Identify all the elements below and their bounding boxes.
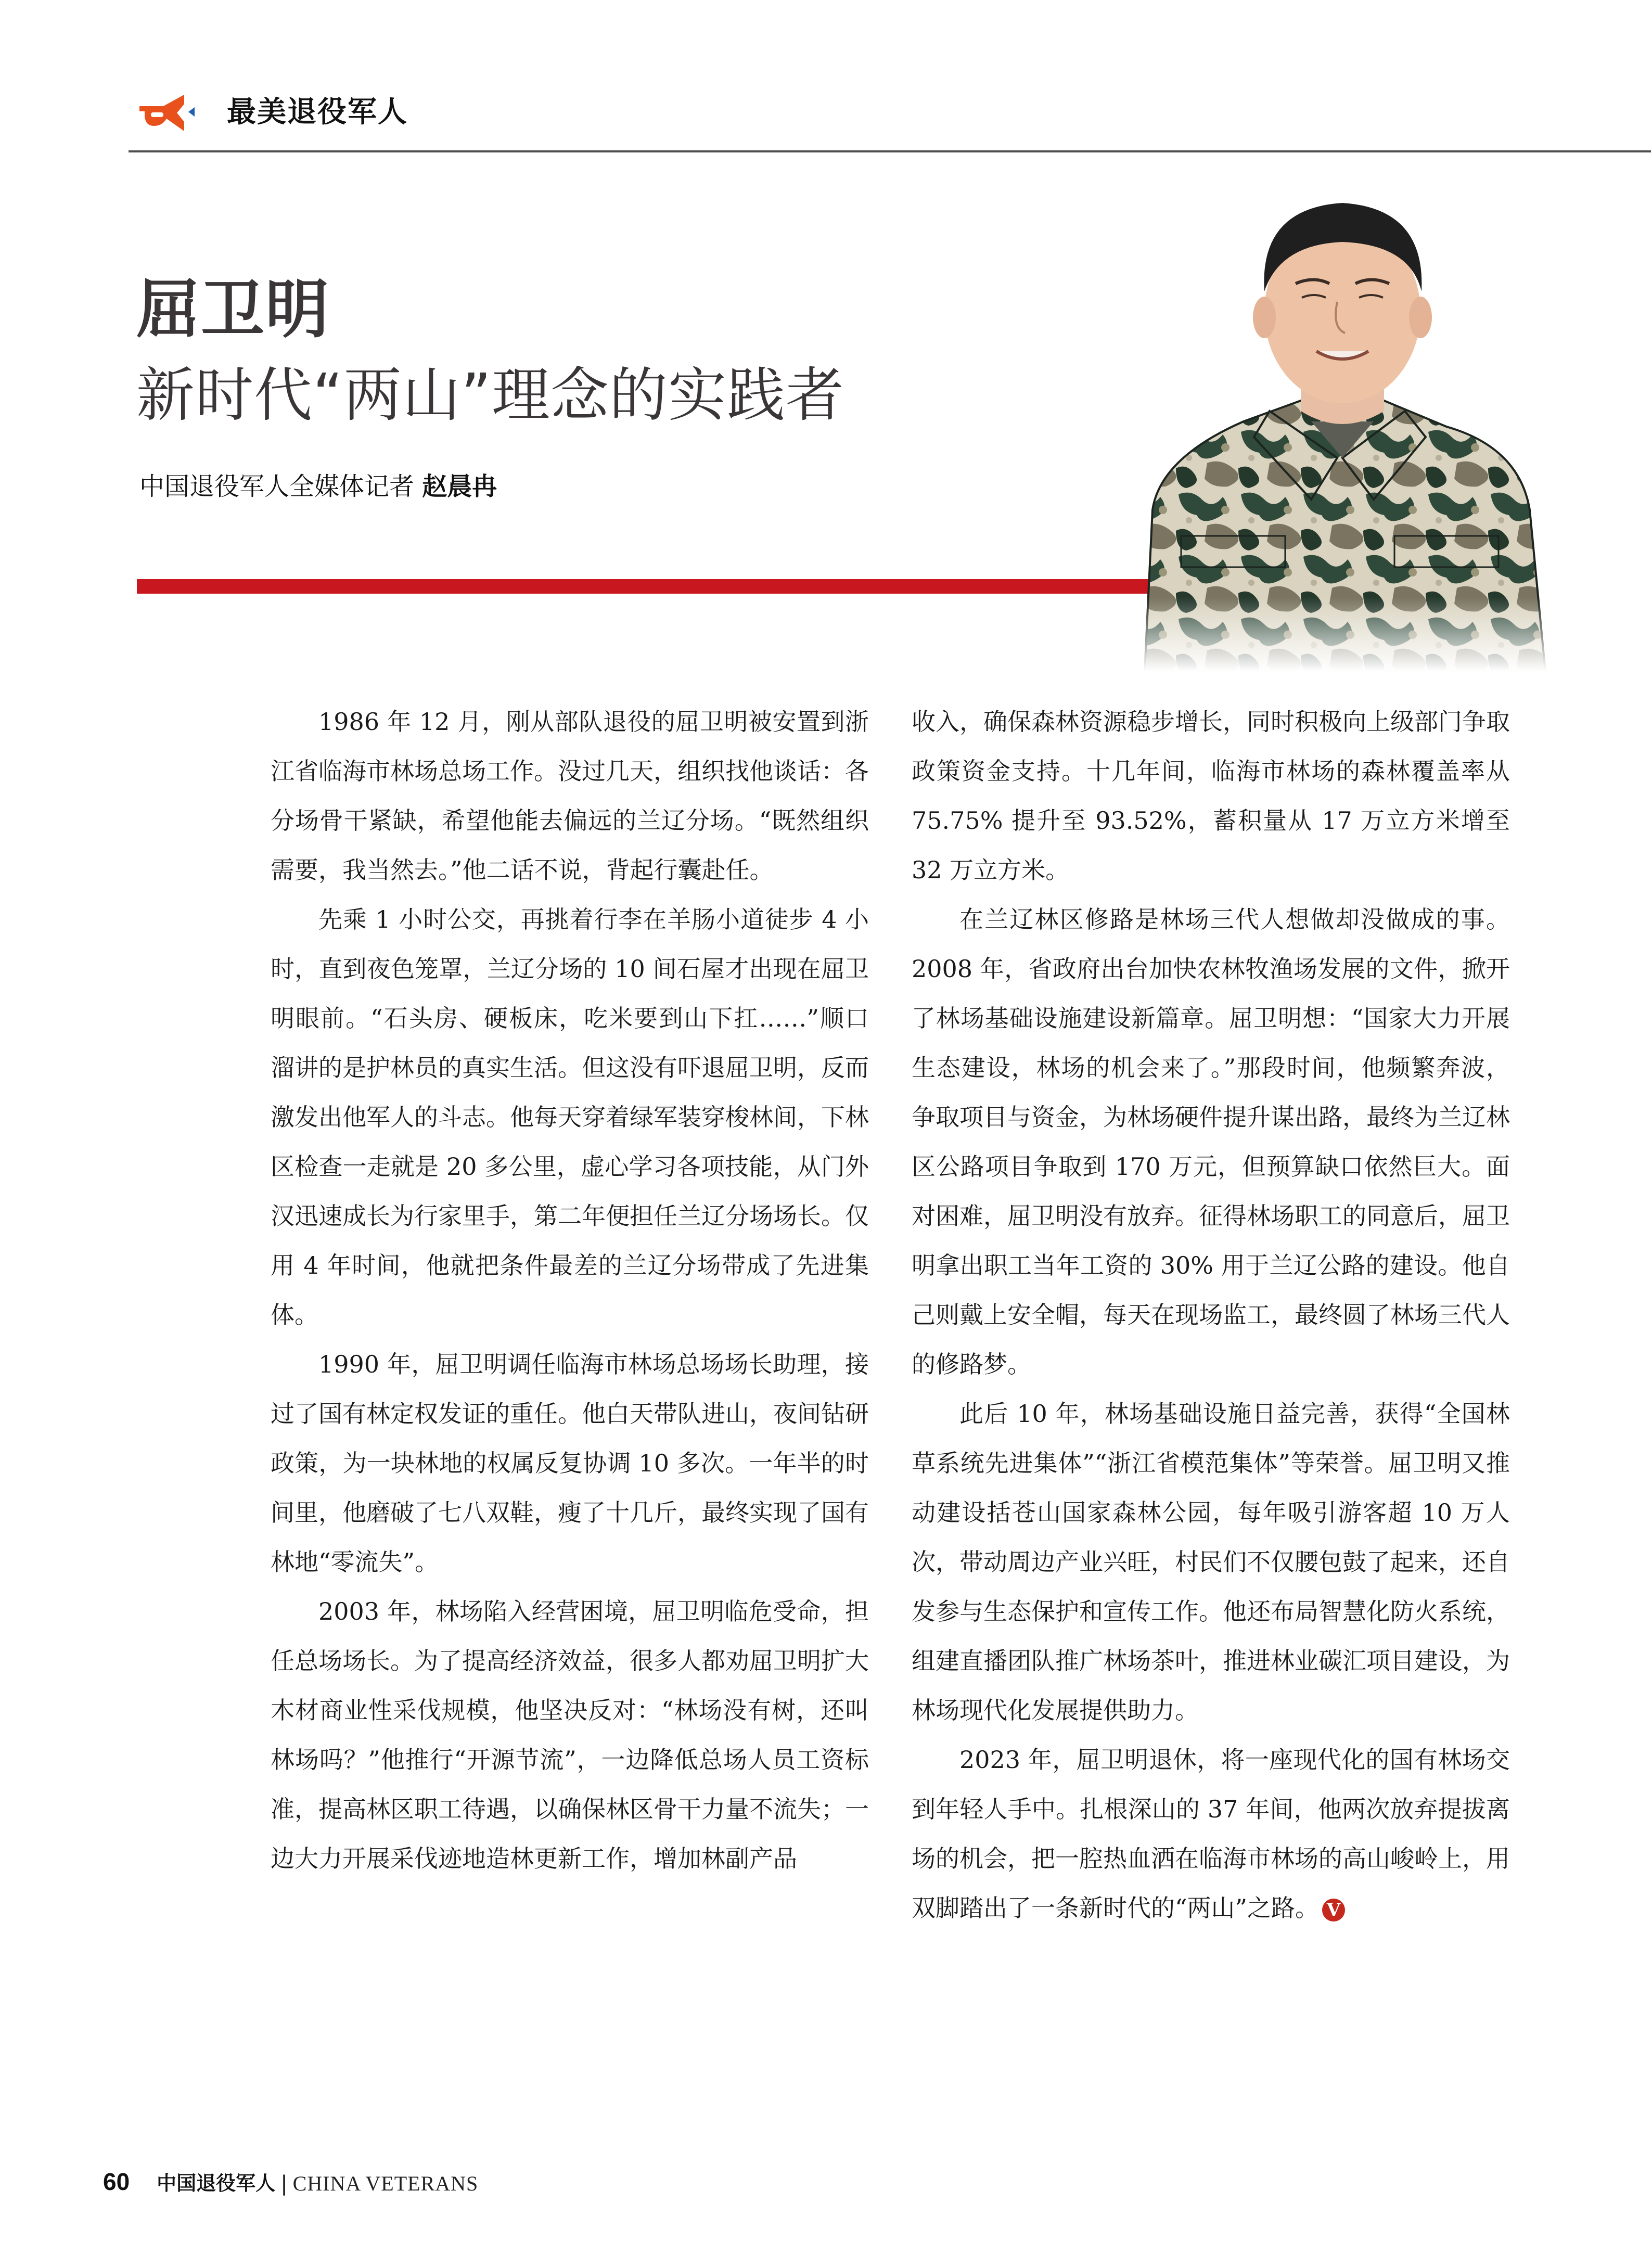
byline bbox=[139, 468, 497, 505]
paragraph: 在兰辽林区修路是林场三代人想做却没做成的事。2008 年，省政府出台加快农林牧渔场发展的文件，掀开了林场基础设施建设新篇章。屈卫明想：“国家大力开展生态建设，林场的机会来了。”那段时间，他频繁奔波，争取项目与资金，为林场硬件提升谋出路，最终为兰辽林区公路项目争取到 170 万元，但预算缺口依然巨大。面对困难，屈卫明没有放弃。征得林场职工的同意后，屈卫明拿出职工当年工资的 30% 用于兰辽公路的建设。他自己则戴上安全帽，每天在现场监工，最终圆了林场三代人的修路梦。 bbox=[912, 905, 1510, 1378]
byline-prefix: 中国退役军人全媒体记者 bbox=[139, 472, 415, 501]
title-accent-bar bbox=[137, 579, 1149, 594]
footer-separator: | bbox=[280, 2172, 288, 2196]
article-subtitle: 新时代“两山”理念的实践者 bbox=[136, 362, 845, 429]
paragraph: 2003 年，林场陷入经营困境，屈卫明临危受命，担任总场场长。为了提高经济效益，很多人都劝屈卫明扩大木材商业性采伐规模，他坚决反对：“林场没有树，还叫林场吗？”他推行“开源节流”，一边降低总场人员工资标准，提高林区职工待遇，以确保林区骨干力量不流失；一边大力开展采伐迹地造林更新工作，增加林副产品 bbox=[271, 1597, 869, 1873]
page-number: 60 bbox=[103, 2168, 130, 2195]
paragraph: 1986 年 12 月，刚从部队退役的屈卫明被安置到浙江省临海市林场总场工作。没过几天，组织找他谈话：各分场骨干紧缺，希望他能去偏远的兰辽分场。“既然组织需要，我当然去。”他二话不说，背起行囊赴任。 bbox=[271, 708, 869, 884]
page-footer bbox=[103, 2164, 478, 2196]
article-person-name: 屈卫明 bbox=[136, 273, 330, 347]
byline-author: 赵晨冉 bbox=[422, 472, 497, 501]
paragraph: 此后 10 年，林场基础设施日益完善，获得“全国林草系统先进集体”“浙江省模范集体”等荣誉。屈卫明又推动建设括苍山国家森林公园，每年吸引游客超 10 万人次，带动周边产业兴旺，村民们不仅腰包鼓了起来，还自发参与生态保护和宣传工作。他还布局智慧化防火系统，组建直播团队推广林场茶叶，推进林业碳汇项目建设，为林场现代化发展提供助力。 bbox=[912, 1400, 1510, 1724]
veterans-logo-icon bbox=[139, 95, 201, 131]
magazine-name-en: CHINA VETERANS bbox=[292, 2172, 479, 2195]
header-divider bbox=[129, 150, 1651, 152]
paragraph-final-text: 2023 年，屈卫明退休，将一座现代化的国有林场交到年轻人手中。扎根深山的 37 年间，他两次放弃提拔离场的机会，把一腔热血洒在临海市林场的高山峻岭上，用双脚踏出了一条新时代的“两山”之路。 bbox=[912, 1746, 1510, 1922]
portrait-illustration bbox=[1113, 177, 1566, 671]
paragraph-final bbox=[912, 1735, 1510, 1933]
magazine-name-cn: 中国退役军人 bbox=[157, 2172, 276, 2195]
paragraph: 1990 年，屈卫明调任临海市林场总场场长助理，接过了国有林定权发证的重任。他白天带队进山，夜间钻研政策，为一块林地的权属反复协调 10 多次。一年半的时间里，他磨破了七八双鞋，瘦了十几斤，最终实现了国有林地“零流失”。 bbox=[271, 1350, 869, 1576]
article-end-mark-icon: V bbox=[1322, 1899, 1345, 1921]
paragraph-continued: 收入，确保森林资源稳步增长，同时积极向上级部门争取政策资金支持。十几年间，临海市林场的森林覆盖率从 75.75% 提升至 93.52%，蓄积量从 17 万立方米增至 32 万立方米。 bbox=[912, 708, 1510, 884]
body-column-right bbox=[912, 697, 1510, 1933]
section-title: 最美退役军人 bbox=[227, 95, 408, 129]
paragraph: 先乘 1 小时公交，再挑着行李在羊肠小道徒步 4 小时，直到夜色笼罩，兰辽分场的 10 间石屋才出现在屈卫明眼前。“石头房、硬板床，吃米要到山下扛……”顺口溜讲的是护林员的真实生活。但这没有吓退屈卫明，反而激发出他军人的斗志。他每天穿着绿军装穿梭林间，下林区检查一走就是 20 多公里，虚心学习各项技能，从门外汉迅速成长为行家里手，第二年便担任兰辽分场场长。仅用 4 年时间，他就把条件最差的兰辽分场带成了先进集体。 bbox=[271, 905, 869, 1329]
body-column-left bbox=[271, 697, 869, 1884]
